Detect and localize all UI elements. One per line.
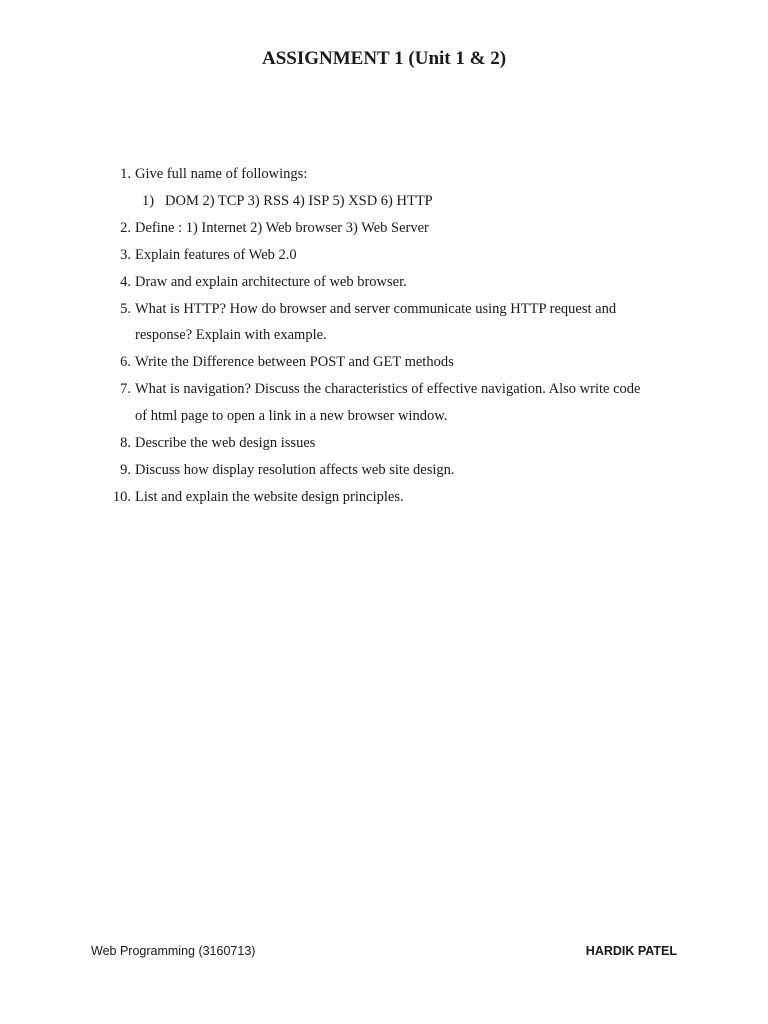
question-item xyxy=(106,215,686,242)
sub-item-number: 1) xyxy=(142,192,155,209)
question-text: Explain features of Web 2.0 xyxy=(135,246,297,263)
question-item xyxy=(106,269,686,296)
question-text: Draw and explain architecture of web browser. xyxy=(135,273,407,290)
footer-course-name: Web Programming (3160713) xyxy=(91,944,256,958)
question-text: What is navigation? Discuss the characteristics of effective navigation. Also write code xyxy=(135,381,641,398)
question-text: List and explain the website design principles. xyxy=(135,488,404,505)
question-item xyxy=(106,457,686,484)
question-item xyxy=(106,430,686,457)
question-text: Describe the web design issues xyxy=(135,435,316,452)
page-title: ASSIGNMENT 1 (Unit 1 & 2) xyxy=(261,48,507,69)
question-item xyxy=(106,242,686,269)
sub-item-text: DOM 2) TCP 3) RSS 4) ISP 5) XSD 6) HTTP xyxy=(165,192,433,209)
question-text-continuation: response? Explain with example. xyxy=(135,327,327,344)
question-text: Give full name of followings: xyxy=(135,166,308,182)
question-number: 2. xyxy=(120,219,131,236)
question-text: What is HTTP? How do browser and server communicate using HTTP request and xyxy=(135,300,617,317)
footer-author-name: HARDIK PATEL xyxy=(585,944,677,958)
question-text: Write the Difference between POST and GET methods xyxy=(135,354,454,371)
question-number: 9. xyxy=(120,461,131,478)
question-item xyxy=(106,161,686,215)
question-number: 10. xyxy=(112,488,131,505)
question-number: 6. xyxy=(120,354,131,371)
question-item xyxy=(106,376,686,430)
question-text-continuation: of html page to open a link in a new browser window. xyxy=(135,408,448,425)
question-text: Discuss how display resolution affects web site design. xyxy=(135,461,455,478)
question-item xyxy=(106,349,686,376)
question-number: 4. xyxy=(120,273,131,290)
question-text: Define : 1) Internet 2) Web browser 3) Web Server xyxy=(135,219,429,236)
question-item xyxy=(106,296,686,350)
question-list xyxy=(106,161,686,511)
question-sub-item xyxy=(135,188,686,215)
question-item xyxy=(106,484,686,511)
question-number: 3. xyxy=(120,246,131,263)
question-number: 8. xyxy=(120,435,131,452)
question-number: 1. xyxy=(120,166,131,182)
question-number: 5. xyxy=(120,300,131,317)
question-number: 7. xyxy=(120,381,131,398)
